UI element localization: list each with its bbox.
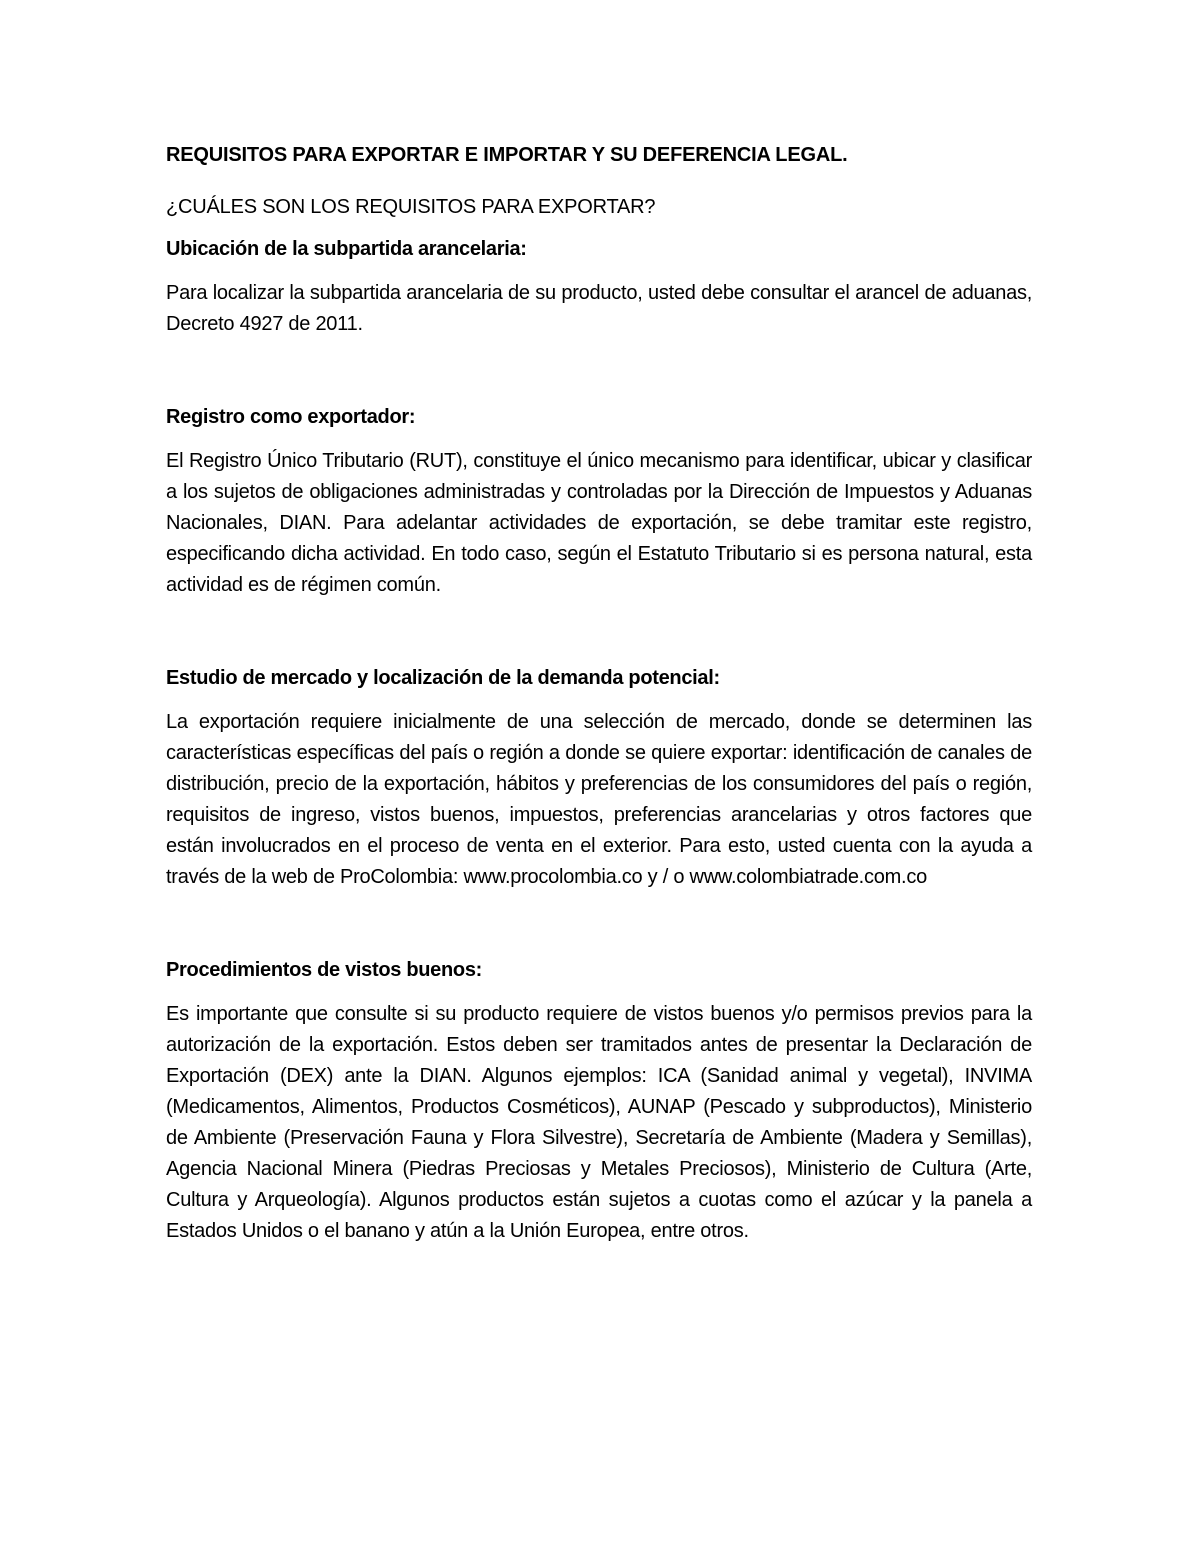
spacer — [166, 340, 1032, 402]
section-heading: Procedimientos de vistos buenos: — [166, 959, 483, 981]
document-title: REQUISITOS PARA EXPORTAR E IMPORTAR Y SU DEFERENCIA LEGAL. — [166, 144, 848, 166]
document-content — [166, 140, 1032, 1247]
section-registro — [166, 402, 1032, 601]
section-subpartida — [166, 234, 1032, 340]
section-vistos-buenos — [166, 955, 1032, 1247]
section-heading: Registro como exportador: — [166, 406, 416, 428]
section-heading: Ubicación de la subpartida arancelaria: — [166, 238, 527, 260]
spacer — [166, 893, 1032, 955]
section-body: El Registro Único Tributario (RUT), constituye el único mecanismo para identificar, ubicar y clasificar a los sujetos de obligaciones administradas y controladas por la Dirección de Impuestos y Aduanas Nacionales, DIAN. Para adelantar actividades de exportación, se debe tramitar este registro, especificando dicha actividad. En todo caso, según el Estatuto Tributario si es persona natural, esta actividad es de régimen común. — [166, 450, 1032, 596]
section-heading: Estudio de mercado y localización de la demanda potencial: — [166, 667, 720, 689]
section-body: Para localizar la subpartida arancelaria de su producto, usted debe consultar el arancel de aduanas, Decreto 4927 de 2011. — [166, 282, 1032, 335]
section-estudio-mercado — [166, 663, 1032, 893]
section-body: La exportación requiere inicialmente de una selección de mercado, donde se determinen las características específicas del país o región a donde se quiere exportar: identificación de canales de distribución, precio de la exportación, hábitos y preferencias de los consumidores del país o región, requisitos de ingreso, vistos buenos, impuestos, preferencias arancelarias y otros factores que están involucrados en el proceso de venta en el exterior. Para esto, usted cuenta con la ayuda a través de la web de ProColombia: www.procolombia.co y / o www.colombiatrade.com.co — [166, 711, 1032, 888]
section-body: Es importante que consulte si su producto requiere de vistos buenos y/o permisos previos para la autorización de la exportación. Estos deben ser tramitados antes de presentar la Declaración de Exportación (DEX) ante la DIAN. Algunos ejemplos: ICA (Sanidad animal y vegetal), INVIMA (Medicamentos, Alimentos, Productos Cosméticos), AUNAP (Pescado y subproductos), Ministerio de Ambiente (Preservación Fauna y Flora Silvestre), Secretaría de Ambiente (Madera y Semillas), Agencia Nacional Minera (Piedras Preciosas y Metales Preciosos), Ministerio de Cultura (Arte, Cultura y Arqueología). Algunos productos están sujetos a cuotas como el azúcar y la panela a Estados Unidos o el banano y atún a la Unión Europea, entre otros. — [166, 1003, 1032, 1242]
document-question: ¿CUÁLES SON LOS REQUISITOS PARA EXPORTAR? — [166, 196, 656, 218]
spacer — [166, 601, 1032, 663]
